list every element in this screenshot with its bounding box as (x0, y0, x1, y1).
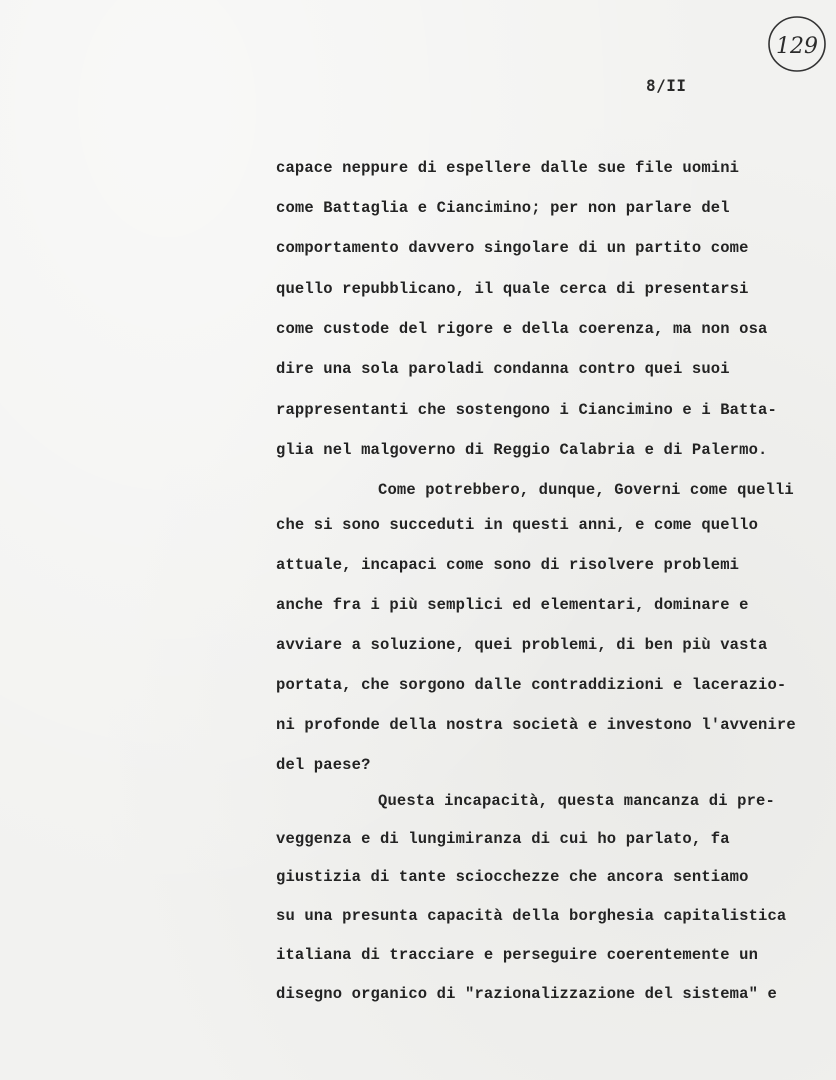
text-line-9: Come potrebbero, dunque, Governi come quelli (378, 481, 794, 499)
text-line-11: attuale, incapaci come sono di risolvere problemi (276, 556, 740, 574)
text-line-14: portata, che sorgono dalle contraddizioni e lacerazio- (276, 676, 787, 694)
text-line-18: veggenza e di lungimiranza di cui ho parlato, fa (276, 830, 730, 848)
text-line-21: italiana di tracciare e perseguire coerentemente un (276, 946, 759, 964)
text-line-17: Questa incapacità, questa mancanza di pre- (378, 792, 775, 810)
text-line-1: capace neppure di espellere dalle sue file uomini (276, 159, 740, 177)
text-line-7: rappresentanti che sostengono i Ciancimino e i Batta- (276, 401, 777, 419)
page-number: 8/II (646, 76, 687, 95)
text-line-15: ni profonde della nostra società e investono l'avvenire (276, 716, 796, 734)
text-line-3: comportamento davvero singolare di un partito come (276, 239, 749, 257)
text-line-12: anche fra i più semplici ed elementari, dominare e (276, 596, 749, 614)
text-line-16: del paese? (276, 756, 371, 774)
page-stamp (766, 13, 828, 75)
text-line-13: avviare a soluzione, quei problemi, di ben più vasta (276, 636, 768, 654)
text-line-20: su una presunta capacità della borghesia capitalistica (276, 907, 787, 925)
text-line-5: come custode del rigore e della coerenza, ma non osa (276, 320, 768, 338)
text-line-22: disegno organico di "razionalizzazione del sistema" e (276, 985, 777, 1003)
text-line-4: quello repubblicano, il quale cerca di presentarsi (276, 280, 749, 298)
text-line-6: dire una sola paroladi condanna contro quei suoi (276, 360, 730, 378)
text-line-19: giustizia di tante sciocchezze che ancora sentiamo (276, 868, 749, 886)
text-line-8: glia nel malgoverno di Reggio Calabria e di Palermo. (276, 441, 768, 459)
text-line-10: che si sono succeduti in questi anni, e come quello (276, 516, 759, 534)
text-line-2: come Battaglia e Ciancimino; per non parlare del (276, 199, 730, 217)
stamp-number: 129 (776, 34, 818, 59)
